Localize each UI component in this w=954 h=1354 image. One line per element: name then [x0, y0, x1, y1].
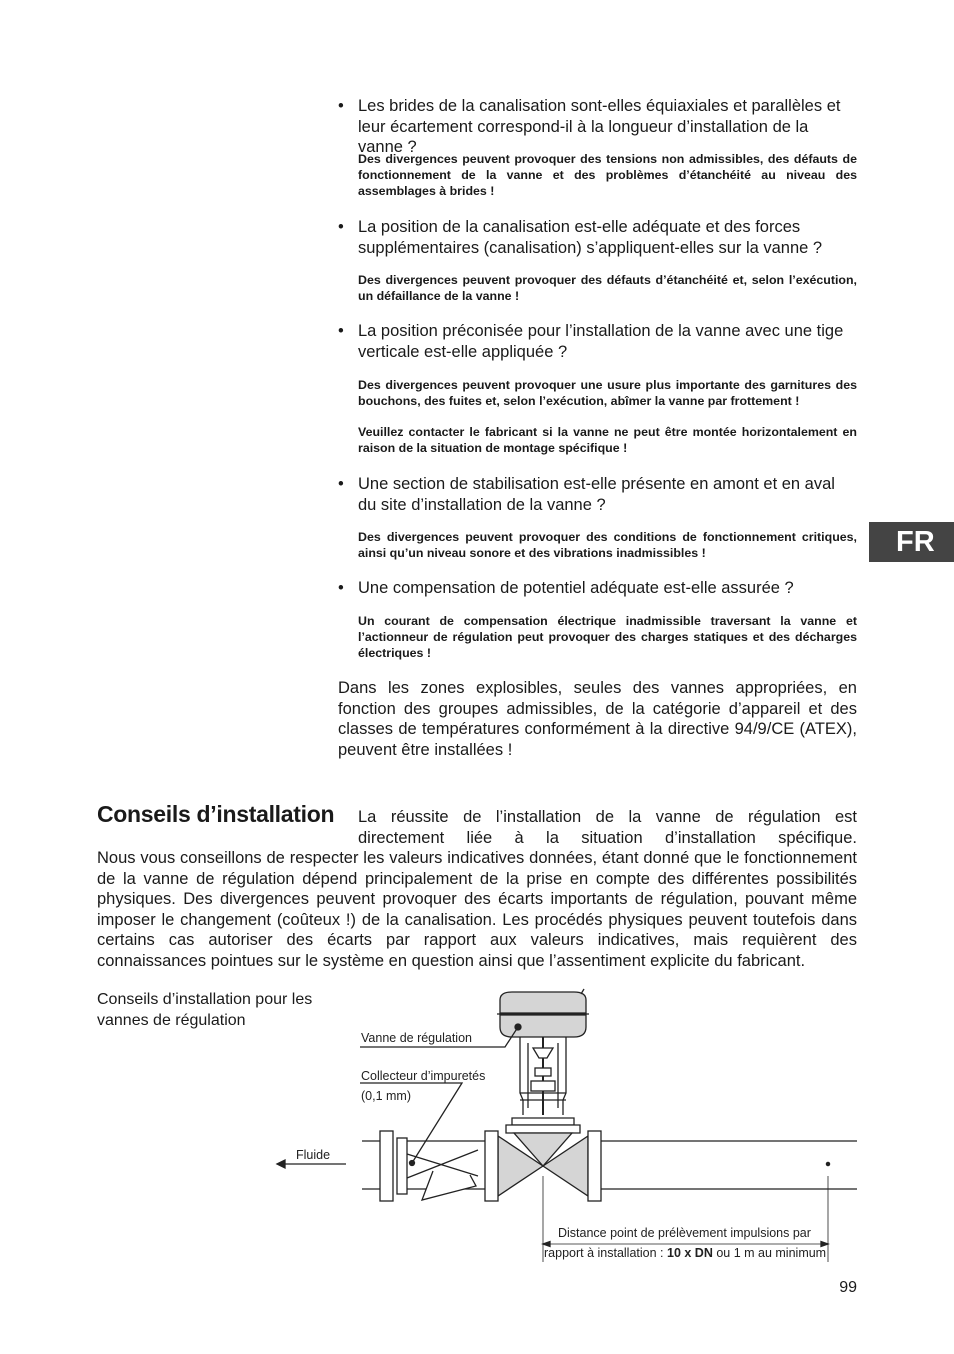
bonnet-base	[506, 1125, 580, 1133]
label-distance-prefix: rapport à installation :	[544, 1246, 667, 1260]
checklist-question: La position préconisée pour l’installation de la vanne avec une tige verticale est-elle appliquée ?	[358, 322, 844, 361]
section-title: Conseils d’installation	[97, 801, 335, 827]
checklist-item-2	[338, 217, 857, 258]
page-number: 99	[839, 1279, 857, 1296]
checklist-item-4	[338, 474, 857, 515]
bonnet-flange	[512, 1118, 574, 1125]
checklist-item-1	[338, 96, 857, 158]
bullet-icon: •	[338, 97, 344, 115]
bullet-icon: •	[338, 218, 344, 236]
checklist-question: Une section de stabilisation est-elle présente en amont et en aval du site d’installation de la vanne ?	[358, 475, 835, 514]
stem-nut	[533, 1048, 553, 1058]
checklist-question: Les brides de la canalisation sont-elles équiaxiales et parallèles et leur écartement correspond-il à la longueur d’installation de la vanne ?	[358, 97, 841, 156]
section-intro: La réussite de l’installation de la vanne de régulation est directement liée à la situation d’installation spécifique.	[358, 808, 857, 847]
fluid-arrow-tail	[280, 1162, 284, 1166]
label-valve: Vanne de régulation	[361, 1031, 472, 1045]
checklist-note: Un courant de compensation électrique inadmissible traversant la vanne et l’actionneur de régulation peut provoquer des charges statiques et des décharges électriques !	[358, 614, 857, 661]
checklist-note: Des divergences peuvent provoquer des tensions non admissibles, des défauts de fonctionnement de la vanne et des problèmes d’étanchéité au niveau des assemblages à brides !	[358, 152, 857, 199]
label-strainer-mesh: (0,1 mm)	[361, 1089, 411, 1103]
bullet-icon: •	[338, 579, 344, 597]
strainer-flange-right	[397, 1138, 407, 1194]
checklist-item-5	[338, 578, 857, 599]
label-strainer: Collecteur d’impuretés	[361, 1069, 486, 1083]
checklist-question: La position de la canalisation est-elle adéquate et des forces supplémentaires (canalisation) s’appliquent-elles sur la vanne ?	[358, 218, 823, 257]
bullet-icon: •	[338, 475, 344, 493]
checklist-note: Des divergences peuvent provoquer une usure plus importante des garnitures des bouchons, des fuites et, selon l’exécution, abîmer la vanne par frottement !	[358, 378, 857, 409]
checklist-item-3	[338, 321, 857, 362]
valve-flange-right	[588, 1131, 601, 1201]
label-distance-bold: 10 x DN	[667, 1246, 713, 1260]
checklist-note: Des divergences peuvent provoquer des conditions de fonctionnement critiques, ainsi qu’un niveau sonore et des vibrations inadmissibles !	[358, 530, 857, 561]
bullet-icon: •	[338, 322, 344, 340]
section-body: Nous vous conseillons de respecter les valeurs indicatives données, étant donné que le fonctionnement de la vanne de régulation dépend principalement de la prise en compte des différentes possibilités physiques. Des divergences peuvent provoquer des écarts importants de régulation, pouvant même imposer le changement (coûteux !) de la canalisation. Les procédés physiques peuvent toutefois dans certains cas autoriser des écarts par rapport aux valeurs indicatives, mais requièrent des connaissances pointues sur le système en question ainsi que l’assentiment explicite du fabricant.	[97, 849, 857, 970]
installation-diagram	[270, 985, 870, 1270]
label-distance-suffix: ou 1 m au minimum	[712, 1246, 827, 1260]
stem-coupling	[535, 1068, 551, 1076]
tapping-point-icon	[826, 1162, 829, 1165]
checklist-note: Des divergences peuvent provoquer des défauts d’étanchéité et, selon l’exécution, un défaillance de la vanne !	[358, 273, 857, 304]
actuator-upper-shell	[500, 992, 586, 1013]
atex-paragraph: Dans les zones explosibles, seules des vannes appropriées, en fonction des groupes admissibles, de la catégorie d’appareil et des classes de températures conformément à la directive 94/9/CE (ATEX), peuvent être installées !	[338, 679, 857, 759]
checklist-question: Une compensation de potentiel adéquate est-elle assurée ?	[358, 579, 794, 597]
strainer-flange-left	[380, 1131, 393, 1201]
label-distance-line2	[544, 1246, 826, 1260]
figure-caption-line: vannes de régulation	[97, 1011, 246, 1029]
language-tab: FR	[869, 522, 954, 562]
valve-flange-left	[485, 1131, 498, 1201]
checklist-note: Veuillez contacter le fabricant si la vanne ne peut être montée horizontalement en raison de la situation de montage spécifique !	[358, 425, 857, 456]
strainer-pocket	[422, 1171, 476, 1200]
label-distance-line1: Distance point de prélèvement impulsions par	[558, 1226, 811, 1240]
figure-caption-line: Conseils d’installation pour les	[97, 991, 313, 1008]
label-fluid: Fluide	[296, 1148, 331, 1162]
gland	[531, 1081, 555, 1091]
